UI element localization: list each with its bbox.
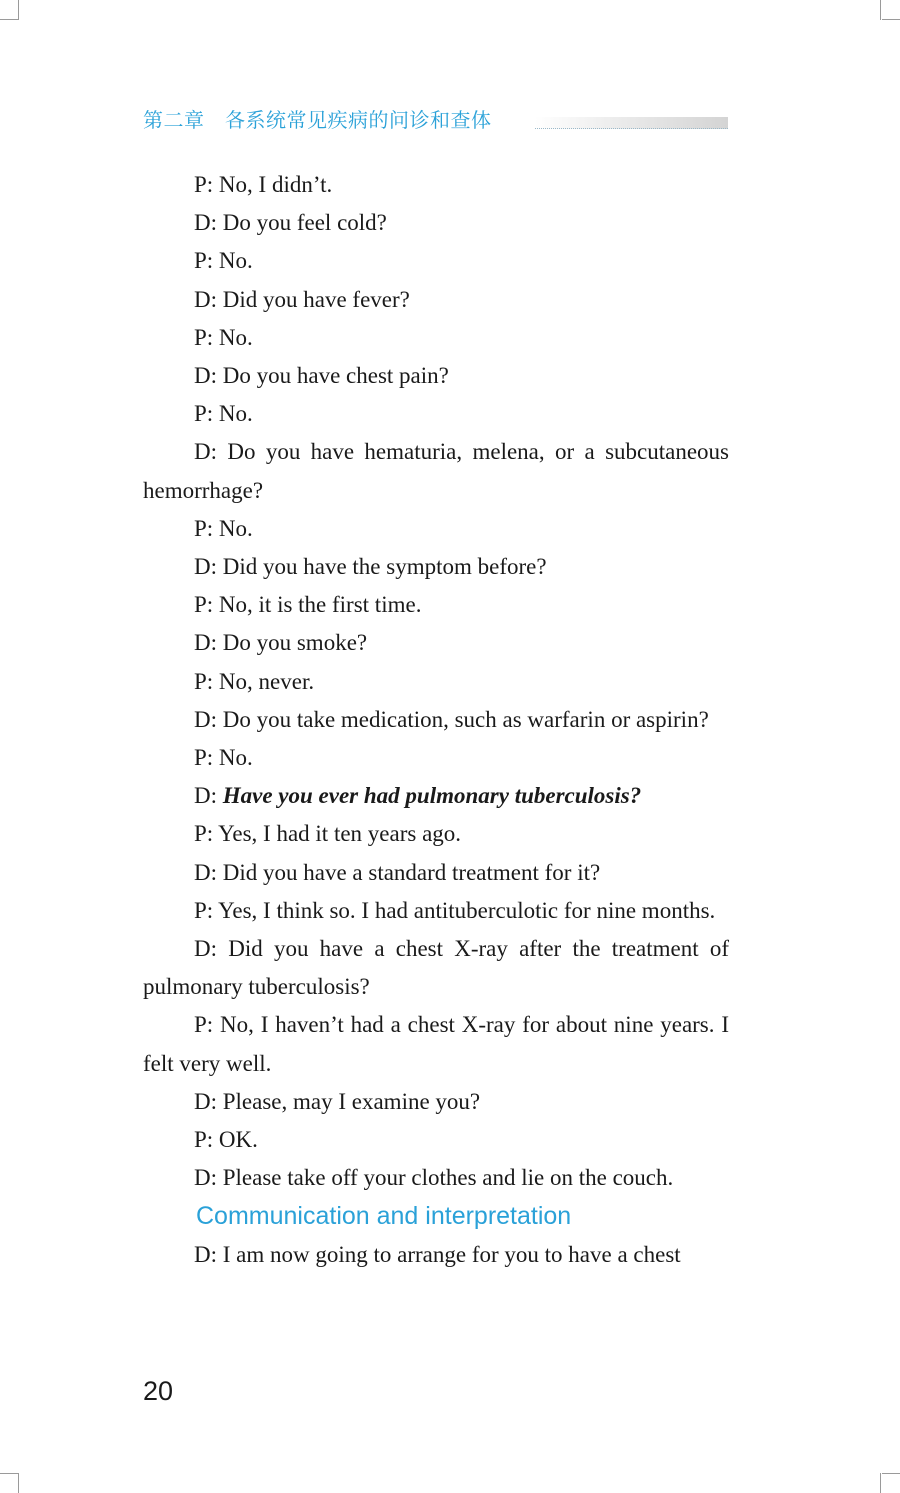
dialogue-line: P: No, I didn’t. <box>194 172 333 197</box>
crop-mark <box>18 0 19 20</box>
dialogue-line: D: Do you have chest pain? <box>194 363 449 389</box>
crop-mark <box>0 19 18 20</box>
crop-mark <box>880 1473 881 1493</box>
dialogue-line: P: Yes, I had it ten years ago. <box>194 821 462 847</box>
crop-mark <box>18 1473 19 1493</box>
dialogue-line: P: No. <box>194 401 253 427</box>
header-dotted-line <box>535 128 728 129</box>
dialogue-line: P: No. <box>194 745 253 771</box>
crop-mark <box>882 19 900 20</box>
dialogue-body <box>143 166 729 1274</box>
dialogue-line: D: Please, may I examine you? <box>194 1088 481 1114</box>
dialogue-line: D: Did you have a standard treatment for it? <box>194 859 601 885</box>
page-number: 20 <box>143 1376 174 1406</box>
dialogue-line: D: Do you smoke? <box>194 630 368 656</box>
crop-mark <box>0 1473 18 1474</box>
dialogue-line: P: Yes, I think so. I had antituberculotic for nine months. <box>194 897 716 923</box>
dialogue-line: P: No. <box>194 324 253 350</box>
speaker-label: D: <box>194 783 223 809</box>
dialogue-line: D: Do you take medication, such as warfarin or aspirin? <box>194 706 709 732</box>
emphasized-question: Have you ever had pulmonary tuberculosis? <box>222 783 642 809</box>
running-header-title: 第二章 各系统常见疾病的问诊和查体 <box>143 108 492 132</box>
dialogue-line: D: Please take off your clothes and lie on the couch. <box>194 1165 674 1191</box>
dialogue-line: D: I am now going to arrange for you to have a chest <box>194 1241 681 1267</box>
dialogue-line: P: No, it is the first time. <box>194 592 422 618</box>
section-heading: Communication and interpretation <box>196 1202 572 1231</box>
dialogue-line: D: Did you have the symptom before? <box>194 554 547 580</box>
crop-mark <box>882 1473 900 1474</box>
dialogue-line: D: Do you have hematuria, melena, or a subcutaneous hemorrhage? <box>143 439 729 503</box>
dialogue-line: P: No, I haven’t had a chest X-ray for about nine years. I felt very well. <box>143 1012 729 1076</box>
dialogue-line: D: Did you have fever? <box>194 286 410 312</box>
dialogue-line: P: No. <box>194 248 253 274</box>
crop-mark <box>880 0 881 20</box>
dialogue-line: D: Do you feel cold? <box>194 210 387 236</box>
dialogue-line: P: No, never. <box>194 668 315 694</box>
dialogue-line: P: No. <box>194 515 253 541</box>
dialogue-line: P: OK. <box>194 1127 258 1153</box>
dialogue-line: D: Did you have a chest X-ray after the treatment of pulmonary tuberculosis? <box>143 936 729 1000</box>
dialogue-line-emphasized <box>143 777 729 815</box>
